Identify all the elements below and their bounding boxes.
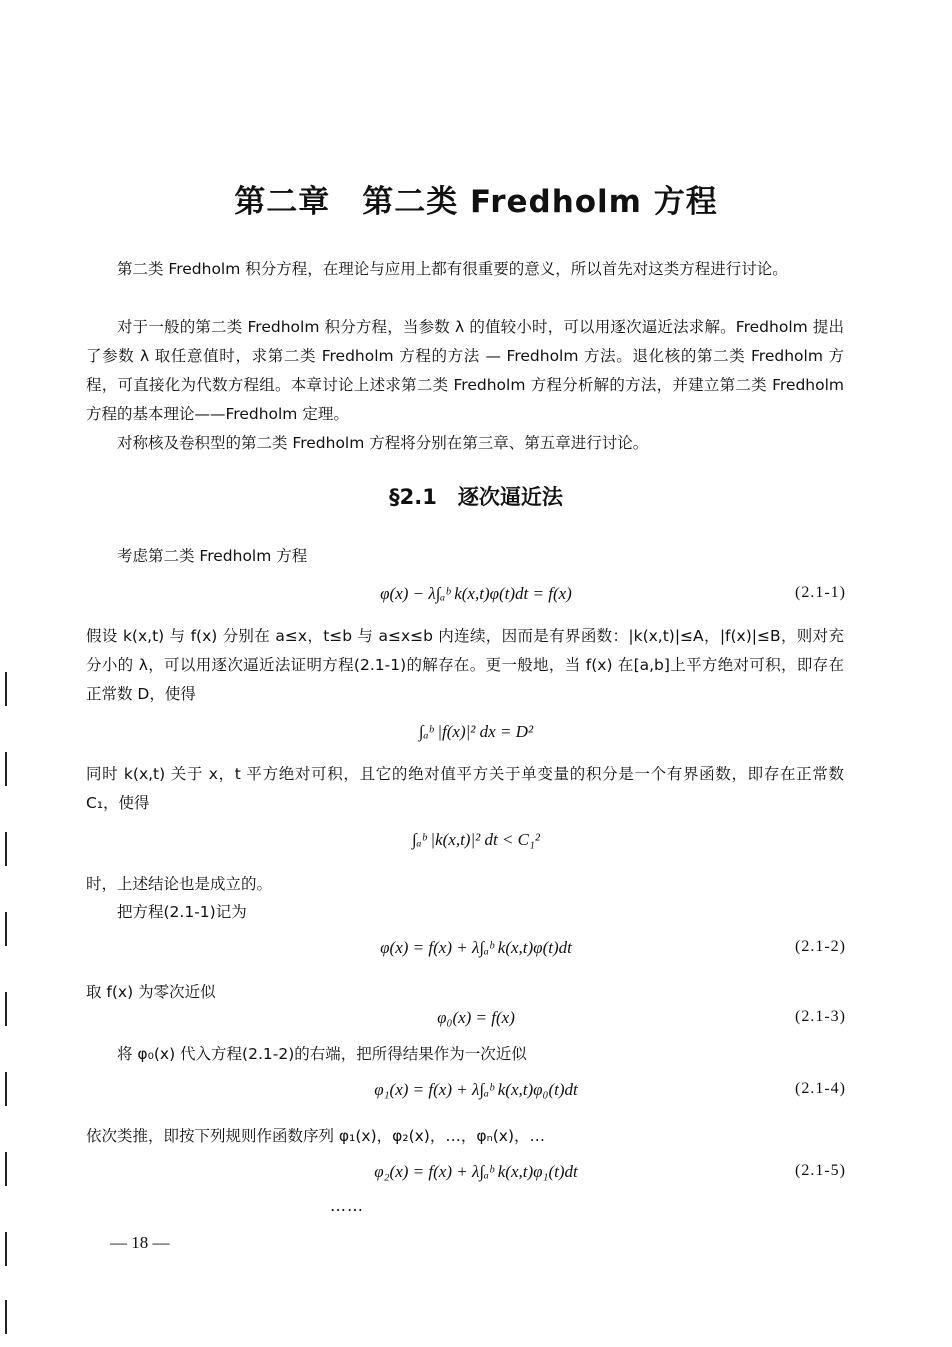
- intro-paragraph-1: 第二类 Fredholm 积分方程，在理论与应用上都有很重要的意义，所以首先对这类方程进行讨论。: [117, 260, 788, 278]
- scan-mark: [5, 1232, 7, 1266]
- equation-2-1-2: [0, 932, 952, 966]
- equation-expression: φ(x) = f(x) + λ∫ₐᵇ k(x,t)φ(t)dt: [380, 938, 572, 957]
- scan-mark: [5, 1152, 7, 1186]
- body-paragraph-kernel: 同时 k(x,t) 关于 x，t 平方绝对可积，且它的绝对值平方关于单变量的积分是一个有界函数，即存在正常数 C₁，使得: [86, 765, 844, 812]
- equation-expression: φ₀(x) = f(x): [437, 1008, 515, 1027]
- body-text-sequence: 依次类推，即按下列规则作函数序列 φ₁(x)，φ₂(x)，…，φₙ(x)，…: [86, 1127, 546, 1145]
- equation-expression: φ(x) − λ∫ₐᵇ k(x,t)φ(t)dt = f(x): [380, 584, 572, 603]
- body-text-conclusion: 时，上述结论也是成立的。: [86, 875, 273, 893]
- equation-2-1-1: [0, 578, 952, 612]
- equation-expression: ∫ₐᵇ |f(x)|² dx = D²: [418, 722, 534, 741]
- equation-number: (2.1-3): [795, 1008, 846, 1025]
- body-text-consider: 考虑第二类 Fredholm 方程: [117, 547, 308, 565]
- scan-mark: [5, 832, 7, 866]
- scan-margin-marks: [0, 660, 14, 1340]
- equation-2-1-3: [0, 1002, 952, 1036]
- body-text-zero-approx: 取 f(x) 为零次近似: [86, 983, 216, 1001]
- scan-mark: [5, 912, 7, 946]
- equation-number: (2.1-4): [795, 1080, 846, 1097]
- equation-expression: ∫ₐᵇ |k(x,t)|² dt < C₁²: [411, 830, 541, 849]
- body-text-first-approx: 将 φ₀(x) 代入方程(2.1-2)的右端，把所得结果作为一次近似: [117, 1045, 527, 1063]
- intro-paragraph-2: 对于一般的第二类 Fredholm 积分方程，当参数 λ 的值较小时，可以用逐次逼近法求解。Fredholm 提出了参数 λ 取任意值时，求第二类 Fredholm 方程的方法 — Fredholm 方法。退化核的第二类 Fredholm 方程，可直接化为代数方程组。本章讨论上述求第二类 Fredholm 方程分析解的方法，并建立第二类 Fredholm 方程的基本理论——Fredholm 定理。: [86, 318, 844, 423]
- equation-number: (2.1-2): [795, 938, 846, 955]
- scan-mark: [5, 752, 7, 786]
- scan-mark: [5, 1300, 7, 1334]
- scan-mark: [5, 672, 7, 706]
- scan-mark: [5, 992, 7, 1026]
- body-paragraph-assumption: 假设 k(x,t) 与 f(x) 分别在 a≤x，t≤b 与 a≤x≤b 内连续，因而是有界函数：|k(x,t)|≤A，|f(x)|≤B，则对充分小的 λ，可以用逐次逼近法证明方程(2.1-1)的解存在。更一般地，当 f(x) 在[a,b]上平方绝对可积，即存在正常数 D，使得: [86, 627, 844, 703]
- equation-number: (2.1-5): [795, 1162, 846, 1179]
- continuation-dots: ……: [330, 1196, 364, 1215]
- equation-2-1-5: [0, 1156, 952, 1190]
- chapter-title: 第二章 第二类 Fredholm 方程: [234, 184, 718, 220]
- equation-expression: φ₂(x) = f(x) + λ∫ₐᵇ k(x,t)φ₁(t)dt: [374, 1162, 578, 1181]
- section-title: §2.1 逐次逼近法: [389, 485, 563, 509]
- equation-d-squared: [0, 716, 952, 750]
- equation-2-1-4: [0, 1074, 952, 1108]
- intro-paragraph-3: 对称核及卷积型的第二类 Fredholm 方程将分别在第三章、第五章进行讨论。: [117, 434, 649, 452]
- equation-c1-squared: [0, 824, 952, 858]
- equation-number: (2.1-1): [795, 584, 846, 601]
- scan-mark: [5, 1072, 7, 1106]
- equation-expression: φ₁(x) = f(x) + λ∫ₐᵇ k(x,t)φ₀(t)dt: [374, 1080, 578, 1099]
- body-text-rewrite: 把方程(2.1-1)记为: [117, 903, 247, 921]
- page-number: — 18 —: [110, 1233, 170, 1252]
